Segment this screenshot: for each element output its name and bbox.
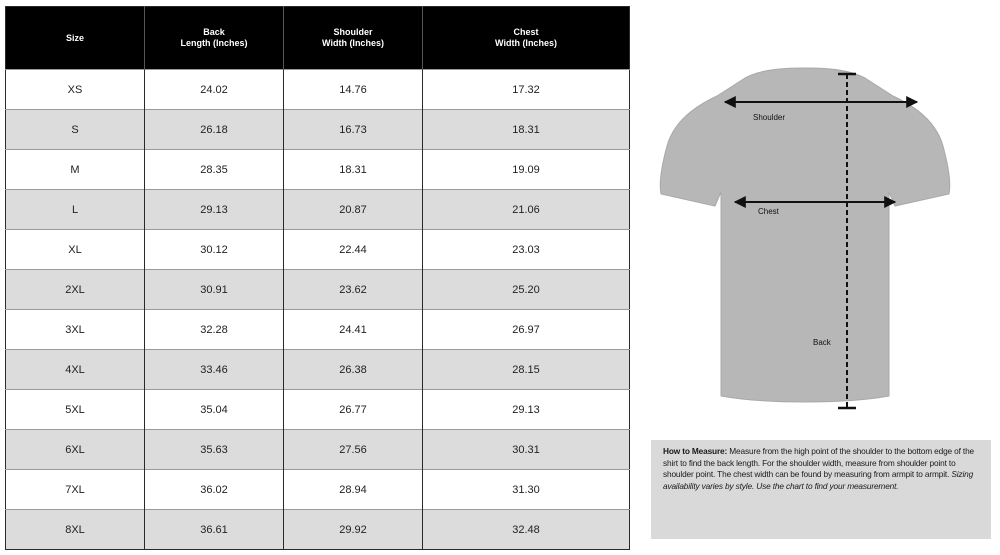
cell-size: 8XL (6, 510, 145, 550)
cell-chest-width: 18.31 (423, 110, 630, 150)
cell-shoulder-width: 29.92 (284, 510, 423, 550)
table-row (6, 70, 630, 110)
shoulder-label: Shoulder (753, 113, 786, 122)
cell-size: 7XL (6, 470, 145, 510)
cell-chest-width: 29.13 (423, 390, 630, 430)
sizing-availability-note: Sizing availability varies by style. Use the chart to find your measurement. (663, 469, 974, 491)
cell-back-length: 35.63 (145, 430, 284, 470)
cell-shoulder-width: 18.31 (284, 150, 423, 190)
table-row (6, 230, 630, 270)
header-back-length: Back Length (Inches) (145, 7, 284, 70)
cell-shoulder-width: 26.77 (284, 390, 423, 430)
cell-chest-width: 32.48 (423, 510, 630, 550)
cell-size: L (6, 190, 145, 230)
cell-back-length: 33.46 (145, 350, 284, 390)
cell-shoulder-width: 20.87 (284, 190, 423, 230)
cell-size: M (6, 150, 145, 190)
cell-size: XS (6, 70, 145, 110)
cell-shoulder-width: 24.41 (284, 310, 423, 350)
cell-back-length: 30.12 (145, 230, 284, 270)
table-row (6, 390, 630, 430)
cell-chest-width: 21.06 (423, 190, 630, 230)
cell-shoulder-width: 27.56 (284, 430, 423, 470)
cell-shoulder-width: 23.62 (284, 270, 423, 310)
table-row (6, 150, 630, 190)
back-label: Back (813, 338, 831, 347)
cell-size: S (6, 110, 145, 150)
cell-chest-width: 31.30 (423, 470, 630, 510)
header-chest-width: Chest Width (Inches) (423, 7, 630, 70)
cell-size: 3XL (6, 310, 145, 350)
cell-chest-width: 30.31 (423, 430, 630, 470)
table-row (6, 350, 630, 390)
cell-back-length: 36.02 (145, 470, 284, 510)
how-to-measure-body: Measure from the high point of the shoulder to the bottom edge of the shirt to find the back length. For the shoulder width, measure from shoulder point to shoulder point. The chest width can be found by measuring from armpit to armpit. (663, 446, 975, 480)
how-to-measure-note (651, 440, 991, 539)
table-row (6, 270, 630, 310)
cell-shoulder-width: 26.38 (284, 350, 423, 390)
size-chart-table (5, 6, 630, 550)
cell-back-length: 28.35 (145, 150, 284, 190)
cell-back-length: 26.18 (145, 110, 284, 150)
table-row (6, 470, 630, 510)
cell-back-length: 35.04 (145, 390, 284, 430)
cell-back-length: 29.13 (145, 190, 284, 230)
table-row (6, 510, 630, 550)
cell-chest-width: 23.03 (423, 230, 630, 270)
table-header-row (6, 7, 630, 70)
header-shoulder-width: Shoulder Width (Inches) (284, 7, 423, 70)
cell-back-length: 30.91 (145, 270, 284, 310)
cell-shoulder-width: 14.76 (284, 70, 423, 110)
cell-chest-width: 17.32 (423, 70, 630, 110)
cell-size: 4XL (6, 350, 145, 390)
header-size: Size (6, 7, 145, 70)
cell-back-length: 24.02 (145, 70, 284, 110)
tshirt-measurement-diagram (655, 60, 955, 420)
cell-back-length: 36.61 (145, 510, 284, 550)
cell-chest-width: 19.09 (423, 150, 630, 190)
cell-chest-width: 25.20 (423, 270, 630, 310)
cell-chest-width: 26.97 (423, 310, 630, 350)
cell-size: XL (6, 230, 145, 270)
cell-shoulder-width: 16.73 (284, 110, 423, 150)
table-row (6, 190, 630, 230)
how-to-measure-title: How to Measure: (663, 446, 728, 456)
table-row (6, 430, 630, 470)
cell-size: 6XL (6, 430, 145, 470)
cell-size: 5XL (6, 390, 145, 430)
cell-chest-width: 28.15 (423, 350, 630, 390)
cell-shoulder-width: 28.94 (284, 470, 423, 510)
cell-back-length: 32.28 (145, 310, 284, 350)
table-row (6, 110, 630, 150)
tshirt-shape (660, 68, 950, 402)
chest-label: Chest (758, 207, 779, 216)
cell-shoulder-width: 22.44 (284, 230, 423, 270)
cell-size: 2XL (6, 270, 145, 310)
table-row (6, 310, 630, 350)
